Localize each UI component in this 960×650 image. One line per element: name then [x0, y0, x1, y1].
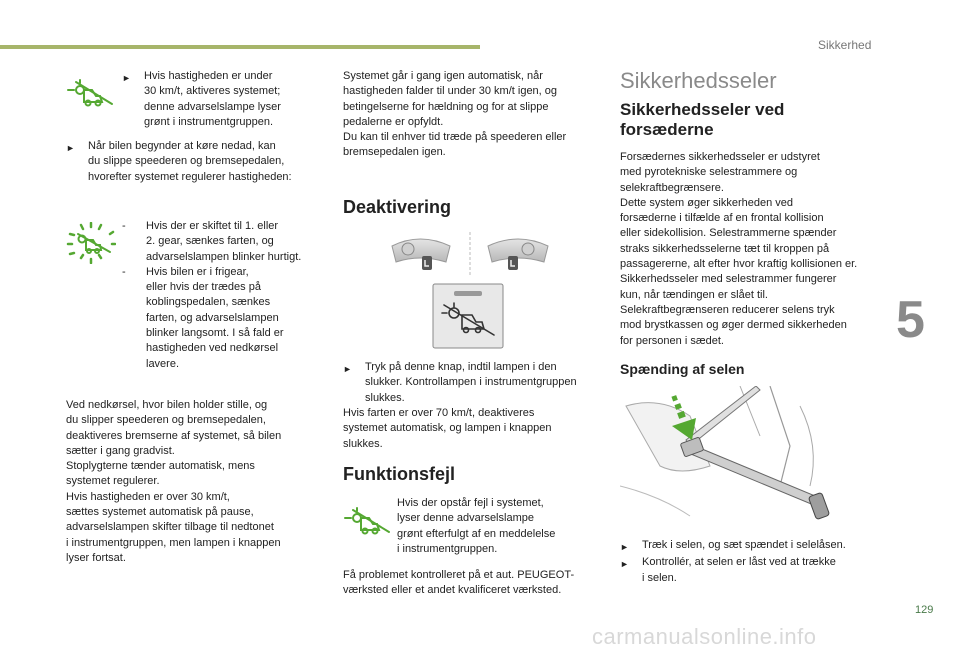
- col2-paragraph-resume: [343, 69, 598, 161]
- col3-paragraph-pretensioners: [620, 150, 882, 349]
- hill-descent-green-icon: [66, 78, 116, 110]
- text-line: 30 km/t, aktiveres systemet;: [144, 85, 281, 98]
- text-line: du slippe speederen og bremsepedalen,: [88, 155, 285, 168]
- text-line: i instrumentgruppen.: [397, 542, 498, 555]
- text-line: Træk i selen, og sæt spændet i selelåsen.: [642, 539, 846, 551]
- text-line: Hvis hastigheden er over 30 km/t,: [66, 490, 230, 503]
- text-line: Sikkerhedsseler med selestrammer fungerer: [620, 273, 837, 286]
- text-line: lavere.: [146, 357, 180, 370]
- text-line: hastigheden falder til under 30 km/t igen, og: [343, 85, 558, 98]
- bullet-arrow-icon: ►: [66, 143, 75, 153]
- text-line: Forsædernes sikkerhedsseler er udstyret: [620, 151, 820, 163]
- col2-paragraph-fault: [397, 496, 597, 557]
- col1-bullet-activation: [122, 69, 332, 130]
- heading-fault: Funktionsfejl: [343, 464, 455, 484]
- hill-descent-fault-icon: [343, 506, 393, 538]
- text-line: Dette system øger sikkerheden ved: [620, 196, 794, 209]
- text-line: lyser fortsat.: [66, 551, 126, 564]
- col2-paragraph-workshop: [343, 568, 603, 599]
- instruction-item: [620, 555, 882, 586]
- text-line: slukkes.: [343, 437, 383, 450]
- text-line: pedalerne er opfyldt.: [343, 115, 444, 128]
- dash-item: [122, 265, 332, 372]
- col1-dash-list: [122, 219, 332, 372]
- steering-wheel-paddle-icon: [390, 232, 550, 276]
- text-line: mod brystkassen og øger dermed sikkerheden: [620, 319, 847, 332]
- text-line: Hvis farten er over 70 km/t, deaktiveres: [343, 407, 535, 419]
- text-line: farten, og advarselslampen: [146, 311, 279, 324]
- text-line: koblingspedalen, sænkes: [146, 296, 271, 309]
- chapter-number: 5: [896, 291, 925, 349]
- text-line: i selen.: [642, 571, 677, 584]
- text-line: systemet regulerer.: [66, 475, 160, 488]
- text-line: Tryk på denne knap, indtil lampen i den: [365, 361, 557, 373]
- text-line: Hvis bilen er i frigear,: [146, 265, 249, 278]
- text-line: deaktiveres bremserne af systemet, så bilen: [66, 429, 282, 442]
- text-line: i instrumentgruppen, men lampen i knappen: [66, 536, 281, 549]
- text-line: Hvis der opstår fejl i systemet,: [397, 497, 544, 509]
- col2-bullet-press-button: [343, 360, 603, 406]
- col1-paragraph-stationary: [66, 398, 331, 566]
- text-line: advarselslampen skifter tilbage til nedtonet: [66, 521, 274, 534]
- text-line: kun, når tændingen er slået til.: [620, 288, 768, 301]
- page-title: Sikkerhedsseler: [620, 68, 777, 93]
- text-line: værksted eller et andet kvalificeret værksted.: [343, 584, 562, 597]
- text-line: passagererne, alt efter hvor kraftig kollisionen er.: [620, 258, 858, 271]
- bullet-arrow-icon: ►: [122, 73, 131, 83]
- text-line: slukker. Kontrollampen i instrumentgruppen: [365, 376, 577, 389]
- text-line: Ved nedkørsel, hvor bilen holder stille, og: [66, 399, 268, 411]
- text-line: hvorefter systemet regulerer hastigheden:: [88, 170, 292, 183]
- text-line: Selekraftbegrænseren reducerer selens tryk: [620, 303, 835, 316]
- text-line: 2. gear, sænkes farten, og: [146, 235, 274, 248]
- col3-bullets-fasten: [620, 538, 882, 586]
- text-line: hastigheden ved nedkørsel: [146, 342, 279, 355]
- text-line: eller hvis der trædes på: [146, 281, 261, 294]
- text-line: straks sikkerhedsselerne tæt til kroppen på: [620, 242, 830, 255]
- text-line: lyser denne advarselslampe: [397, 512, 534, 525]
- heading-front-seatbelts: [620, 100, 784, 140]
- seatbelt-illustration: [620, 386, 840, 528]
- text-line: systemet automatisk, og lampen i knappen: [343, 422, 552, 435]
- text-line: for personen i sædet.: [620, 334, 724, 347]
- text-line: Kontrollér, at selen er låst ved at trække: [642, 556, 836, 569]
- text-line: grønt i instrumentgruppen.: [144, 115, 274, 128]
- bullet-arrow-icon: ►: [343, 364, 352, 374]
- text-line: selekraftbegrænsere.: [620, 181, 724, 194]
- text-line: blinker langsomt. I så fald er: [146, 327, 284, 340]
- text-line: denne advarselslampe lyser: [144, 100, 281, 113]
- dash-item: [122, 219, 332, 265]
- watermark: carmanualsonline.info: [592, 624, 817, 649]
- hill-descent-button-icon: [432, 283, 504, 349]
- section-title: Sikkerhed: [818, 38, 872, 52]
- bullet-arrow-icon: ►: [620, 542, 629, 552]
- text-line: forsæderne i tilfælde af en frontal kollision: [620, 212, 824, 225]
- heading-line: Sikkerhedsseler ved: [620, 100, 785, 119]
- heading-fasten-belt: Spænding af selen: [620, 361, 745, 377]
- text-line: du slipper speederen og bremsepedalen,: [66, 414, 266, 427]
- dash-marker: -: [122, 220, 126, 232]
- page-number: 129: [915, 604, 934, 616]
- text-line: eller sidekollision. Selestrammerne spænder: [620, 227, 837, 240]
- text-line: Stoplygterne tænder automatisk, mens: [66, 460, 255, 473]
- col2-paragraph-auto-deactivate: [343, 406, 603, 452]
- text-line: Hvis der er skiftet til 1. eller: [146, 220, 279, 232]
- text-line: bremsepedalen igen.: [343, 146, 446, 159]
- bullet-arrow-icon: ►: [620, 559, 629, 570]
- text-line: sætter i gang gradvist.: [66, 444, 175, 457]
- text-line: Systemet går i gang igen automatisk, når: [343, 70, 543, 82]
- text-line: Når bilen begynder at køre nedad, kan: [88, 140, 276, 152]
- hill-descent-blinking-icon: [66, 222, 116, 264]
- header-accent-bar: [0, 45, 480, 49]
- text-line: betingelserne for hældning og for at slippe: [343, 100, 549, 113]
- text-line: slukkes.: [365, 391, 405, 404]
- heading-line: forsæderne: [620, 120, 714, 139]
- heading-deactivate: Deaktivering: [343, 197, 452, 217]
- instruction-item: [620, 538, 882, 555]
- text-line: Få problemet kontrolleret på et aut. PEUGEOT-: [343, 569, 575, 581]
- text-line: Hvis hastigheden er under: [144, 70, 273, 82]
- text-line: grønt efterfulgt af en meddelelse: [397, 527, 556, 540]
- text-line: advarselslampen blinker hurtigt.: [146, 250, 302, 263]
- dash-marker: -: [122, 265, 126, 278]
- text-line: Du kan til enhver tid træde på speederen eller: [343, 131, 567, 144]
- col1-bullet-downhill: [66, 139, 326, 185]
- text-line: med pyrotekniske selestrammere og: [620, 166, 798, 179]
- text-line: sættes systemet automatisk på pause,: [66, 506, 254, 519]
